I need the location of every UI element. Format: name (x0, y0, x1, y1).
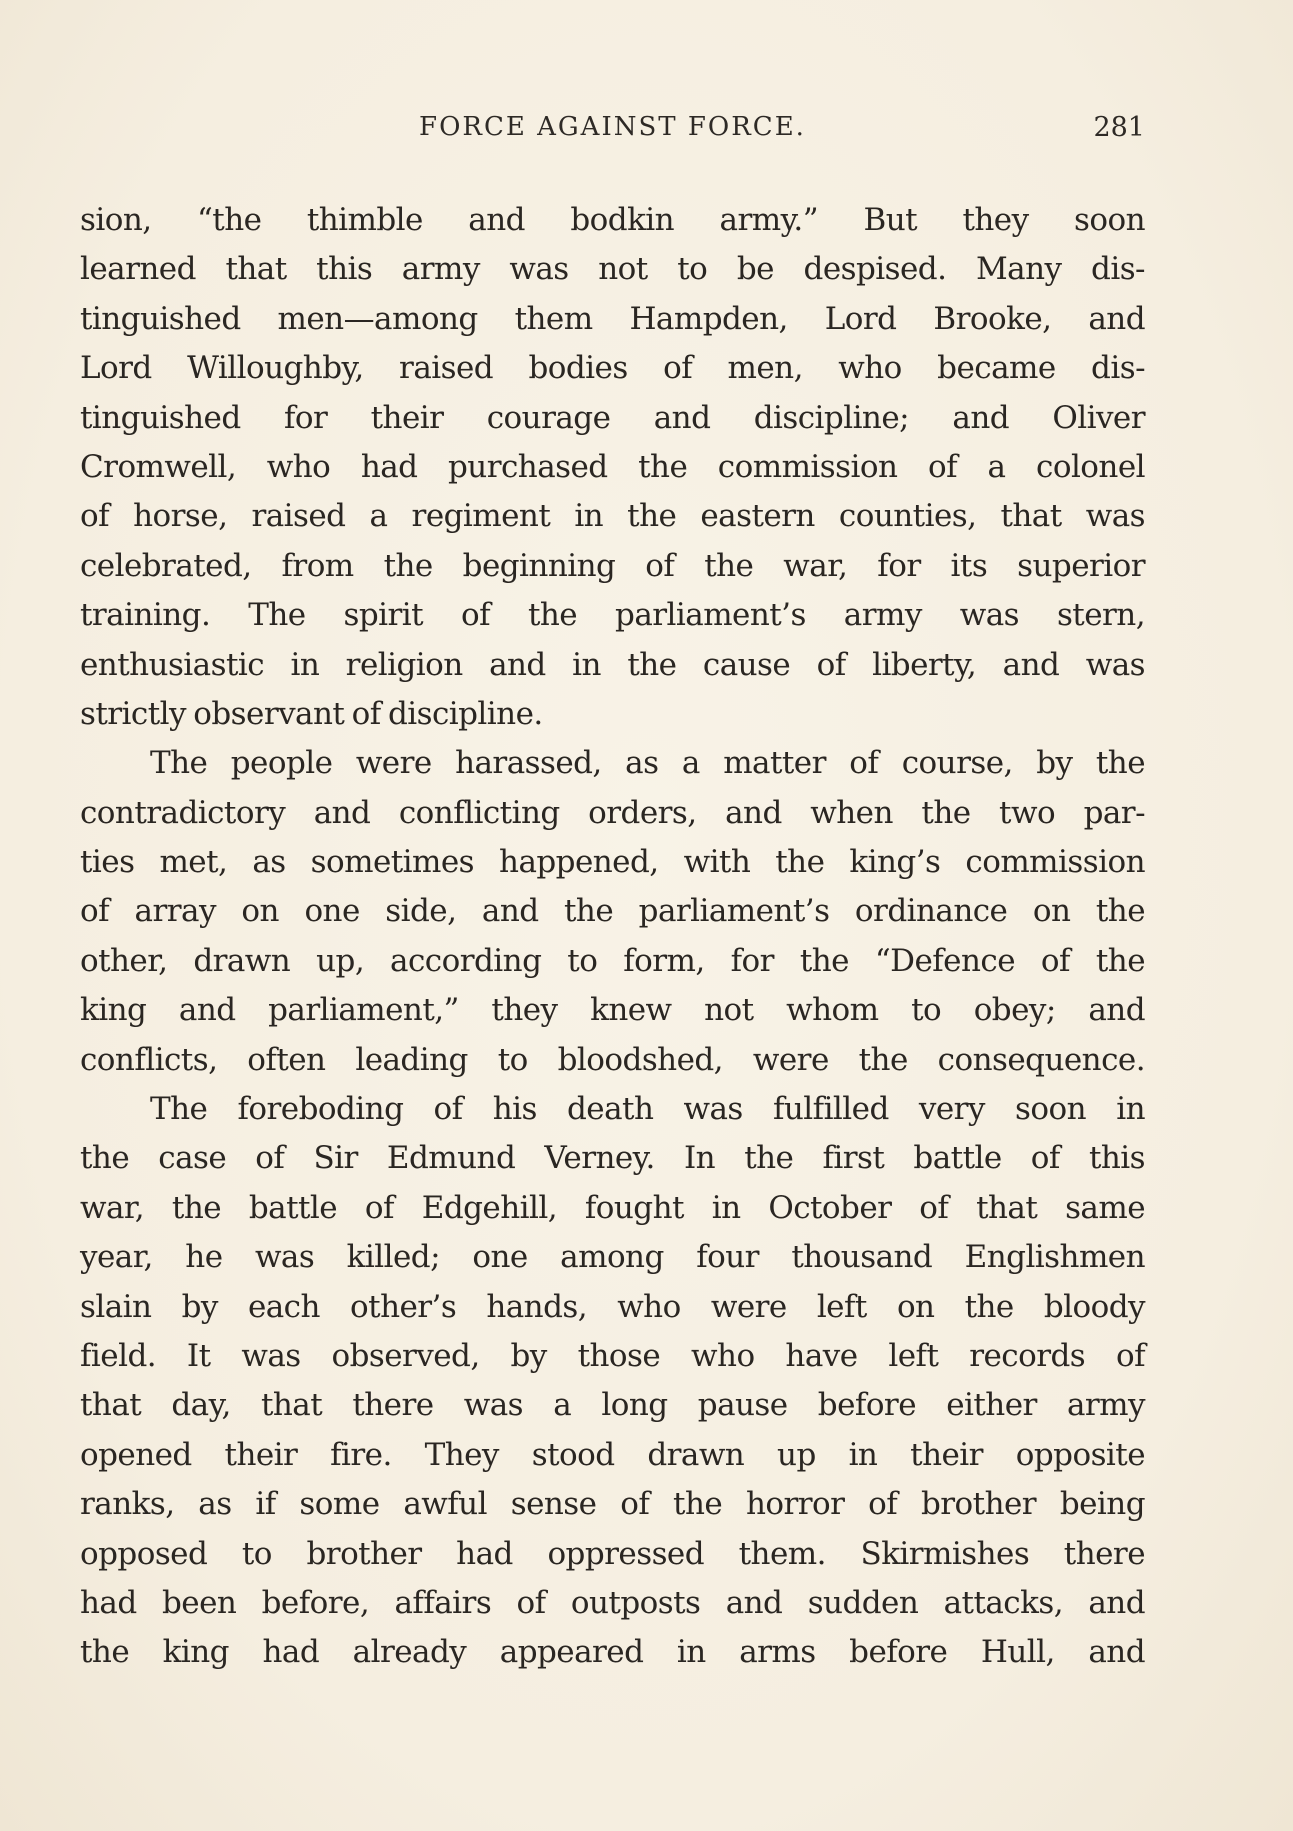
text-line: sion, “the thimble and bodkin army.” But they soon (80, 202, 1145, 238)
text-line: celebrated, from the beginning of the war, for its superior (80, 547, 1145, 584)
text-line: of array on one side, and the parliament’s ordinance on the (80, 893, 1145, 930)
text-line: tinguished men—among them Hampden, Lord Brooke, and (80, 300, 1145, 337)
text-line: opposed to brother had oppressed them. Skirmishes there (80, 1535, 1145, 1572)
text-line: conflicts, often leading to bloodshed, were the consequence. (80, 1041, 1145, 1078)
page-number: 281 (1093, 112, 1145, 143)
text-line: learned that this army was not to be despised. Many dis- (80, 251, 1145, 288)
text-line: king and parliament,” they knew not whom to obey; and (80, 992, 1145, 1029)
text-line: ties met, as sometimes happened, with the king’s commission (80, 844, 1145, 881)
running-head (80, 112, 1145, 148)
text-line: tinguished for their courage and discipline; and Oliver (80, 399, 1145, 436)
text-line: slain by each other’s hands, who were left on the bloody (80, 1288, 1145, 1325)
text-line: other, drawn up, according to form, for the “Defence of the (80, 942, 1145, 979)
text-line: year, he was killed; one among four thousand Englishmen (80, 1239, 1145, 1276)
text-line: war, the battle of Edgehill, fought in October of that same (80, 1189, 1145, 1226)
text-line: contradictory and conflicting orders, and when the two par- (80, 794, 1145, 831)
text-line: training. The spirit of the parliament’s army was stern, (80, 597, 1145, 634)
text-line: The people were harassed, as a matter of course, by the (150, 745, 1145, 782)
text-line: ranks, as if some awful sense of the horror of brother being (80, 1486, 1145, 1523)
text-line: enthusiastic in religion and in the cause of liberty, and was (80, 646, 1145, 683)
text-line: that day, that there was a long pause before either army (80, 1387, 1145, 1424)
running-title: FORCE AGAINST FORCE. (419, 112, 806, 142)
body-text (80, 196, 1145, 1678)
text-line: field. It was observed, by those who have left records of (80, 1337, 1145, 1374)
text-line: opened their fire. They stood drawn up in their opposite (80, 1436, 1145, 1473)
text-line: the king had already appeared in arms before Hull, and (80, 1634, 1145, 1671)
text-line: The foreboding of his death was fulfilled very soon in (150, 1091, 1145, 1128)
text-line: had been before, affairs of outposts and sudden attacks, and (80, 1584, 1145, 1621)
text-line: strictly observant of discipline. (80, 695, 543, 732)
text-line: Cromwell, who had purchased the commission of a colonel (80, 448, 1145, 485)
text-line: Lord Willoughby, raised bodies of men, who became dis- (80, 350, 1145, 387)
text-line: of horse, raised a regiment in the eastern counties, that was (80, 498, 1145, 535)
text-line: the case of Sir Edmund Verney. In the first battle of this (80, 1140, 1145, 1177)
